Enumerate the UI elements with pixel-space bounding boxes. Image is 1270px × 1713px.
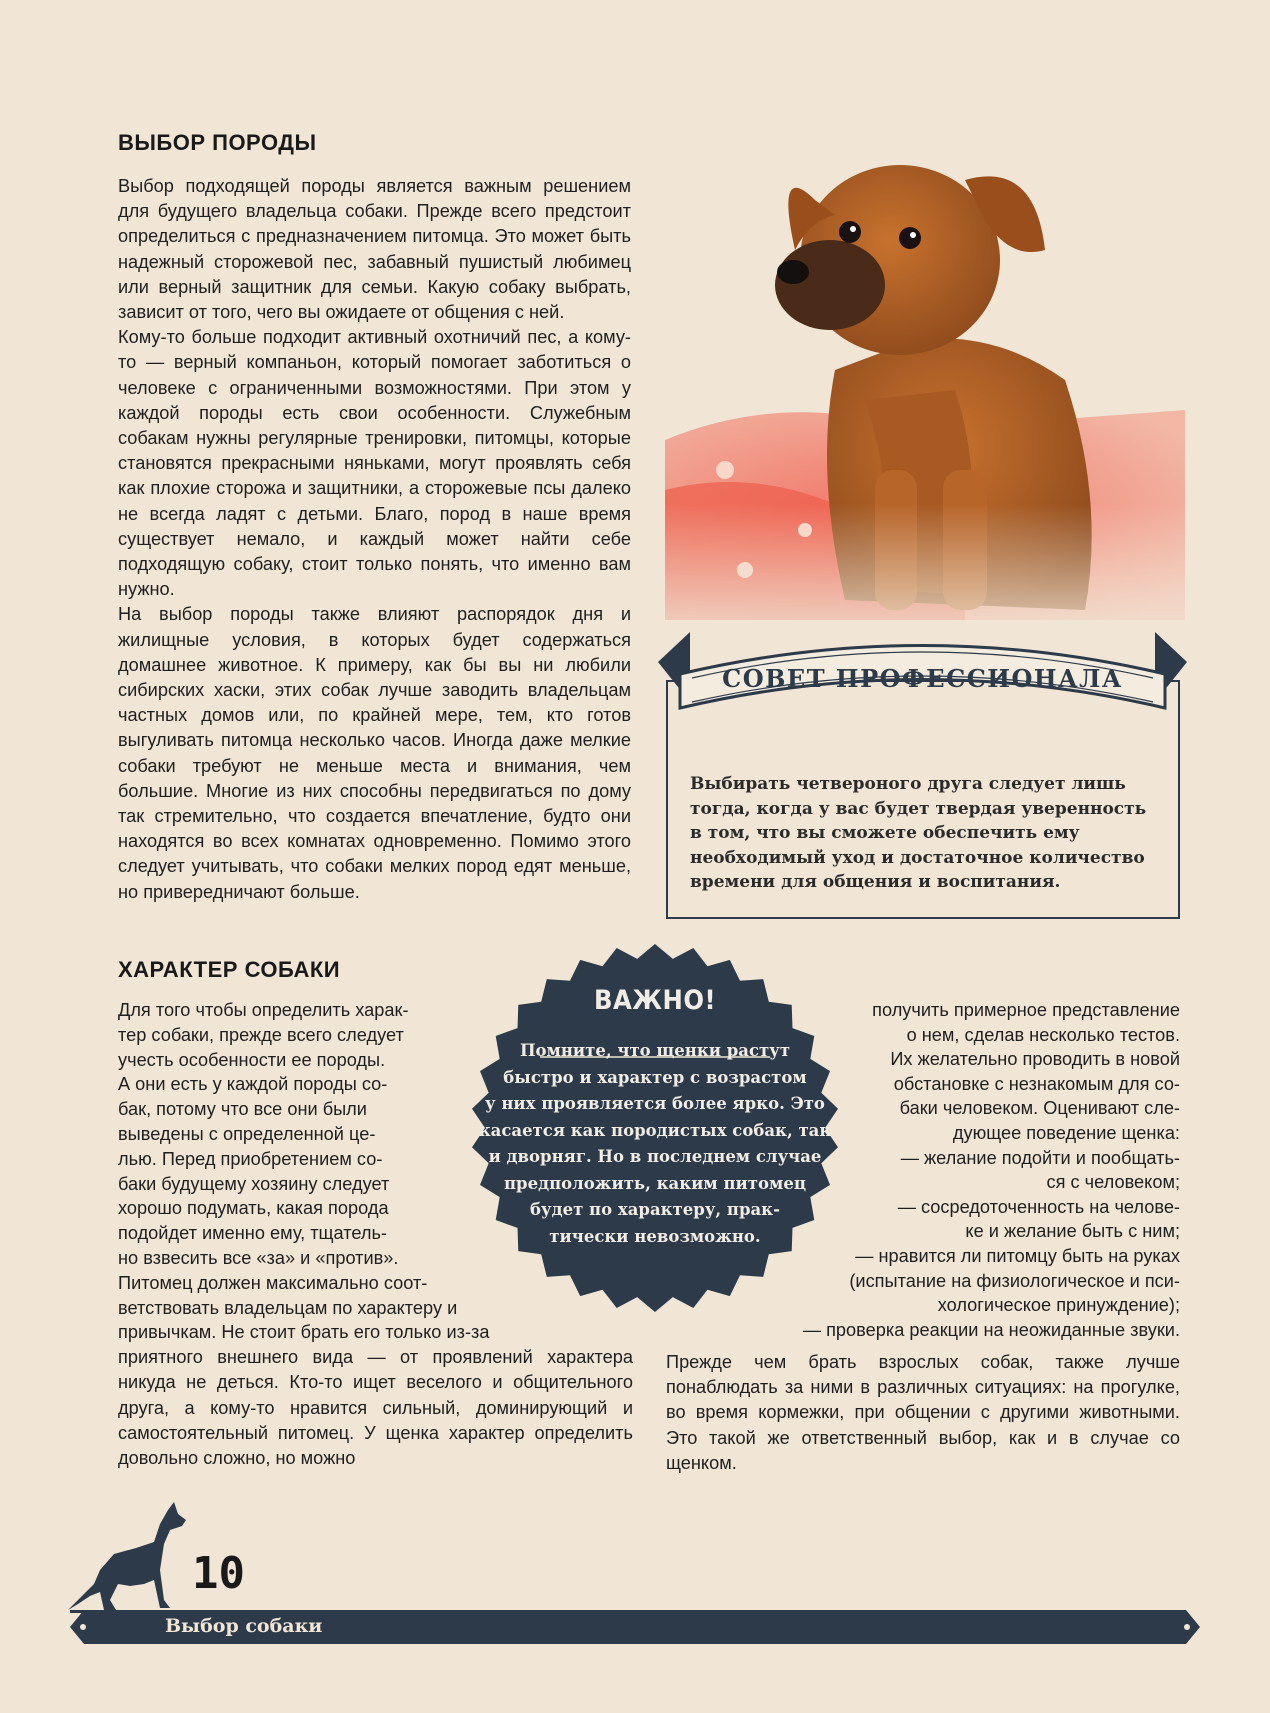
test-line: — сосредоточенность на челове-: [897, 1196, 1180, 1217]
test-line: получить примерное представление: [872, 1000, 1180, 1020]
character-line: баки будущему хозяину следует: [118, 1173, 390, 1194]
test-line: ся с человеком;: [1046, 1172, 1180, 1193]
important-text: [465, 1038, 845, 1250]
character-line: выведены с определенной це-: [118, 1123, 376, 1144]
important-line: касается как породистых собак, так: [478, 1120, 832, 1140]
pro-tip-text: Выбирать четвероного друга следует лишь тогда, когда у вас будет твердая уверенность в том, что вы сможете обеспечить ему необходимый уход и достаточное количество времени для общения и воспитания.: [690, 774, 1147, 892]
test-line: — желание подойти и пообщать-: [900, 1147, 1180, 1168]
character-line: Питомец должен максимально соот-: [118, 1272, 428, 1293]
footer-section-label: Выбор собаки: [165, 1615, 323, 1637]
section-title-breed: ВЫБОР ПОРОДЫ: [118, 130, 317, 155]
breed-paragraph-1: Выбор подходящей породы является важным решением для будущего владельца собаки. Прежде всего предстоит определиться с предназначением питомца. Это может быть надежный сторожевой пес, забавный пушистый любимец или верный защитник для семьи. Какую собаку выбрать, зависит от того, чего вы ожидаете от общения с ней.: [118, 176, 631, 323]
character-right-bottom: Прежде чем брать взрослых собак, также лучше понаблюдать за ними в различных ситуациях: на прогулке, во время кормежки, при общении с другими животными. Это такой же ответственный выбор, как и в случае со щенком.: [666, 1352, 1180, 1473]
character-line: хорошо подумать, какая порода: [118, 1198, 389, 1219]
test-line: — проверка реакции на неожиданные звуки.: [802, 1319, 1180, 1340]
test-line: — нравится ли питомцу быть на руках: [855, 1245, 1180, 1266]
breed-text: [118, 174, 631, 905]
test-line: Их желательно проводить в новой: [890, 1049, 1180, 1070]
character-line: ветствовать владельцам по характеру и: [118, 1297, 458, 1318]
character-line: привычкам. Не стоит брать его только из-за: [118, 1322, 490, 1343]
character-line: лью. Перед приобретением со-: [118, 1148, 383, 1169]
character-line: учесть особенности ее породы.: [118, 1049, 386, 1070]
test-line: о нем, сделав несколько тестов.: [906, 1024, 1180, 1045]
character-line: но взвесить все «за» и «против».: [118, 1247, 399, 1268]
character-line: Для того чтобы определить харак-: [118, 1000, 409, 1020]
puppy-photo: [665, 140, 1185, 660]
important-line: у них проявляется более ярко. Это: [485, 1094, 825, 1113]
page-number: 10: [192, 1548, 245, 1599]
test-line: ке и желание быть с ним;: [965, 1221, 1180, 1242]
character-left-bottom: приятного внешнего вида — от проявлений характера никуда не деться. Кто-то ищет веселого и общительного друга, а кому-то нравится сильный, доминирующий и самостоятельный питомец. У щенка характер определить довольно сложно, но можно: [118, 1347, 633, 1468]
character-line: тер собаки, прежде всего следует: [118, 1024, 404, 1045]
section-title-character: ХАРАКТЕР СОБАКИ: [118, 957, 341, 982]
character-line: бак, потому что все они были: [118, 1099, 367, 1120]
character-line: подойдет именно ему, тщатель-: [118, 1223, 387, 1244]
pro-tip-banner-text-wrap: [650, 612, 1195, 722]
character-line: А они есть у каждой породы со-: [118, 1074, 388, 1095]
test-line: дующее поведение щенка:: [952, 1122, 1180, 1143]
test-line: хологическое принуждение);: [937, 1295, 1180, 1316]
important-line: быстро и характер с возрастом: [503, 1067, 807, 1087]
test-line: баки человеком. Оценивают сле-: [899, 1098, 1180, 1119]
breed-paragraph-3: На выбор породы также влияют распорядок дня и жилищные условия, в которых будет содержаться домашнее животное. К примеру, как бы вы ни любили сибирских хаски, этих собак лучше заводить владельцам частных домов или, по крайней мере, тем, кто готов выгуливать питомца несколько часов. Иногда даже мелкие собаки требуют не меньше места и внимания, чем большие. Многие из них способны передвигаться по дому так стремительно, что создается впечатление, будто они находятся во всех комнатах одновременно. Помимо этого следует учитывать, что собаки мелких пород едят меньше, но привередничают больше.: [118, 604, 631, 902]
important-line: будет по характеру, прак-: [530, 1200, 780, 1219]
important-title: ВАЖНО!: [593, 985, 717, 1016]
important-line: Помните, что щенки растут: [519, 1041, 791, 1060]
breed-paragraph-2: Кому-то больше подходит активный охотничий пес, а кому-то — верный компаньон, который помогает заботиться о человеке с ограниченными возможностями. При этом у каждой породы есть свои особенности. Служебным собакам нужны регулярные тренировки, питомцы, которые становятся прекрасными няньками, могут проявлять себя как плохие сторожа и защитники, а сторожевые псы далеко не всегда ладят с детьми. Благо, пород в наше время существует немало, и каждый может найти себе подходящую собаку, стоит только понять, что именно вам нужно.: [118, 327, 631, 600]
shepherd-dog-icon: [60, 1500, 200, 1620]
pro-tip-banner: СОВЕТ ПРОФЕССИОНАЛА: [722, 664, 1123, 693]
important-line: и дворняг. Но в последнем случае: [488, 1147, 822, 1166]
important-line: предположить, каким питомец: [503, 1173, 807, 1193]
test-line: обстановке с незнакомым для со-: [893, 1073, 1180, 1094]
test-line: (испытание на физиологическое и пси-: [849, 1270, 1180, 1291]
important-line: тически невозможно.: [549, 1226, 761, 1246]
